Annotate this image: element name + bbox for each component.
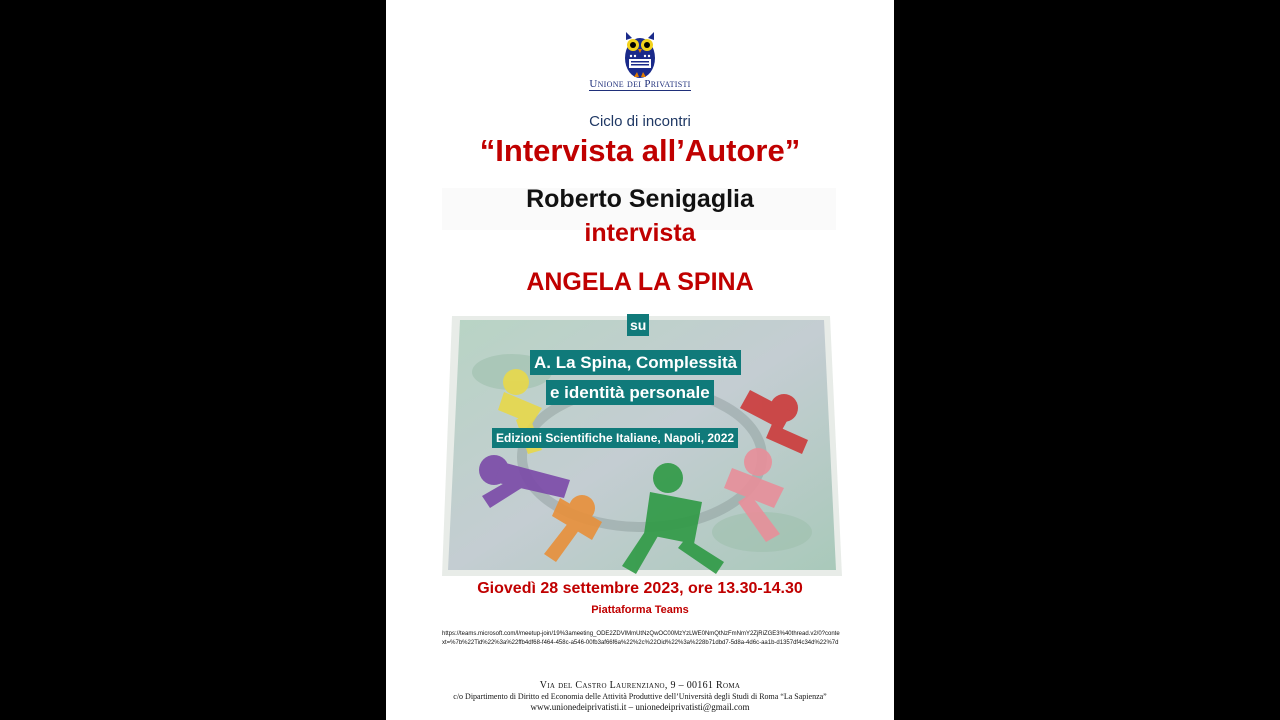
author-name: ANGELA LA SPINA [526,268,754,296]
interview-verb: intervista [584,219,696,247]
book-title-line-1: A. La Spina, Complessità [530,350,741,375]
org-name: Unione dei Privatisti [589,78,691,90]
connector-label: su [627,314,649,336]
footer-contacts: www.unionedeiprivatisti.it – unionedeiprivatisti@gmail.com [530,702,750,712]
teams-meeting-link[interactable]: https://teams.microsoft.com/l/meetup-join/19%3ameeting_ODE2ZDVlMmUtNzQwOC00MzYzLWE0NmQtNzFmNmY2ZjRiZGE3%40thread.v2/0?context=%7b%22Tid%22%3a%22ffb4df68-f464-458c-a546-00fb3af66f6a%22%2c%22Oid%22%3a%228b71dbd7-5d8a-4d6c-aa1b-d1357df4c34d%22%7d [442,631,840,646]
event-title: “Intervista all’Autore” [479,133,801,168]
event-platform: Piattaforma Teams [591,604,689,616]
book-title-line-2: e identità personale [546,380,714,405]
series-label: Ciclo di incontri [589,113,691,130]
interviewer-name: Roberto Senigaglia [526,185,754,213]
owl-logo [622,28,658,80]
flyer-page [386,0,894,720]
footer-department: c/o Dipartimento di Diritto ed Economia delle Attività Produttive dell’Università degli Studi di Roma “La Sapienza” [453,692,827,701]
publisher-label: Edizioni Scientifiche Italiane, Napoli, 2022 [492,428,738,448]
event-date: Giovedì 28 settembre 2023, ore 13.30-14.30 [477,580,803,597]
footer-address: Via del Castro Laurenziano, 9 – 00161 Roma [539,680,741,691]
